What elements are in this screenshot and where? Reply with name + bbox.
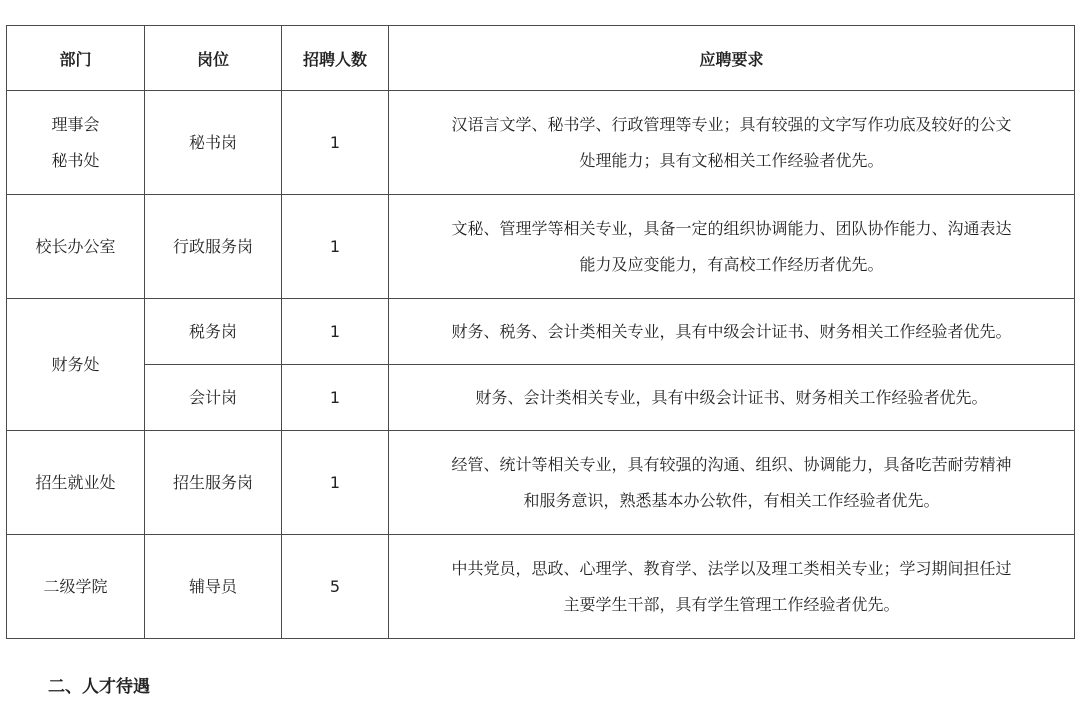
department-line-2: 秘书处 bbox=[51, 150, 100, 170]
header-headcount: 招聘人数 bbox=[282, 26, 389, 91]
cell-position: 税务岗 bbox=[145, 299, 282, 365]
cell-position: 秘书岗 bbox=[145, 91, 282, 195]
cell-requirements bbox=[389, 195, 1075, 299]
cell-department: 招生就业处 bbox=[7, 431, 145, 535]
requirements-line-1: 汉语言文学、秘书学、行政管理等专业；具有较强的文字写作功底及较好的公文 bbox=[451, 114, 1012, 134]
department-line-1: 理事会 bbox=[51, 114, 100, 134]
table-row bbox=[7, 299, 1075, 365]
requirements-line-1: 文秘、管理学等相关专业，具备一定的组织协调能力、团队协作能力、沟通表达 bbox=[451, 218, 1012, 238]
recruitment-table bbox=[6, 25, 1075, 639]
cell-department bbox=[7, 91, 145, 195]
table-row bbox=[7, 431, 1075, 535]
cell-headcount: 1 bbox=[282, 299, 389, 365]
table-row bbox=[7, 535, 1075, 639]
cell-headcount: 1 bbox=[282, 91, 389, 195]
cell-headcount: 1 bbox=[282, 195, 389, 299]
cell-headcount: 1 bbox=[282, 431, 389, 535]
cell-position: 辅导员 bbox=[145, 535, 282, 639]
table-row bbox=[7, 195, 1075, 299]
requirements-line-2: 和服务意识，熟悉基本办公软件，有相关工作经验者优先。 bbox=[523, 490, 940, 510]
cell-requirements: 财务、税务、会计类相关专业，具有中级会计证书、财务相关工作经验者优先。 bbox=[389, 299, 1075, 365]
cell-requirements: 财务、会计类相关专业，具有中级会计证书、财务相关工作经验者优先。 bbox=[389, 365, 1075, 431]
header-position: 岗位 bbox=[145, 26, 282, 91]
header-department: 部门 bbox=[7, 26, 145, 91]
cell-department: 校长办公室 bbox=[7, 195, 145, 299]
header-requirements: 应聘要求 bbox=[389, 26, 1075, 91]
cell-requirements bbox=[389, 431, 1075, 535]
cell-requirements bbox=[389, 535, 1075, 639]
table-row bbox=[7, 91, 1075, 195]
table-row bbox=[7, 365, 1075, 431]
requirements-line-2: 主要学生干部，具有学生管理工作经验者优先。 bbox=[563, 594, 900, 614]
requirements-line-1: 中共党员，思政、心理学、教育学、法学以及理工类相关专业；学习期间担任过 bbox=[451, 558, 1012, 578]
requirements-line-2: 处理能力；具有文秘相关工作经验者优先。 bbox=[579, 150, 884, 170]
cell-headcount: 5 bbox=[282, 535, 389, 639]
cell-department: 财务处 bbox=[7, 299, 145, 431]
cell-position: 行政服务岗 bbox=[145, 195, 282, 299]
cell-requirements bbox=[389, 91, 1075, 195]
cell-position: 招生服务岗 bbox=[145, 431, 282, 535]
cell-department: 二级学院 bbox=[7, 535, 145, 639]
requirements-line-1: 经管、统计等相关专业，具有较强的沟通、组织、协调能力，具备吃苦耐劳精神 bbox=[451, 454, 1012, 474]
section-heading: 二、人才待遇 bbox=[48, 677, 150, 697]
table-header-row bbox=[7, 26, 1075, 91]
cell-position: 会计岗 bbox=[145, 365, 282, 431]
cell-headcount: 1 bbox=[282, 365, 389, 431]
requirements-line-2: 能力及应变能力，有高校工作经历者优先。 bbox=[579, 254, 884, 274]
